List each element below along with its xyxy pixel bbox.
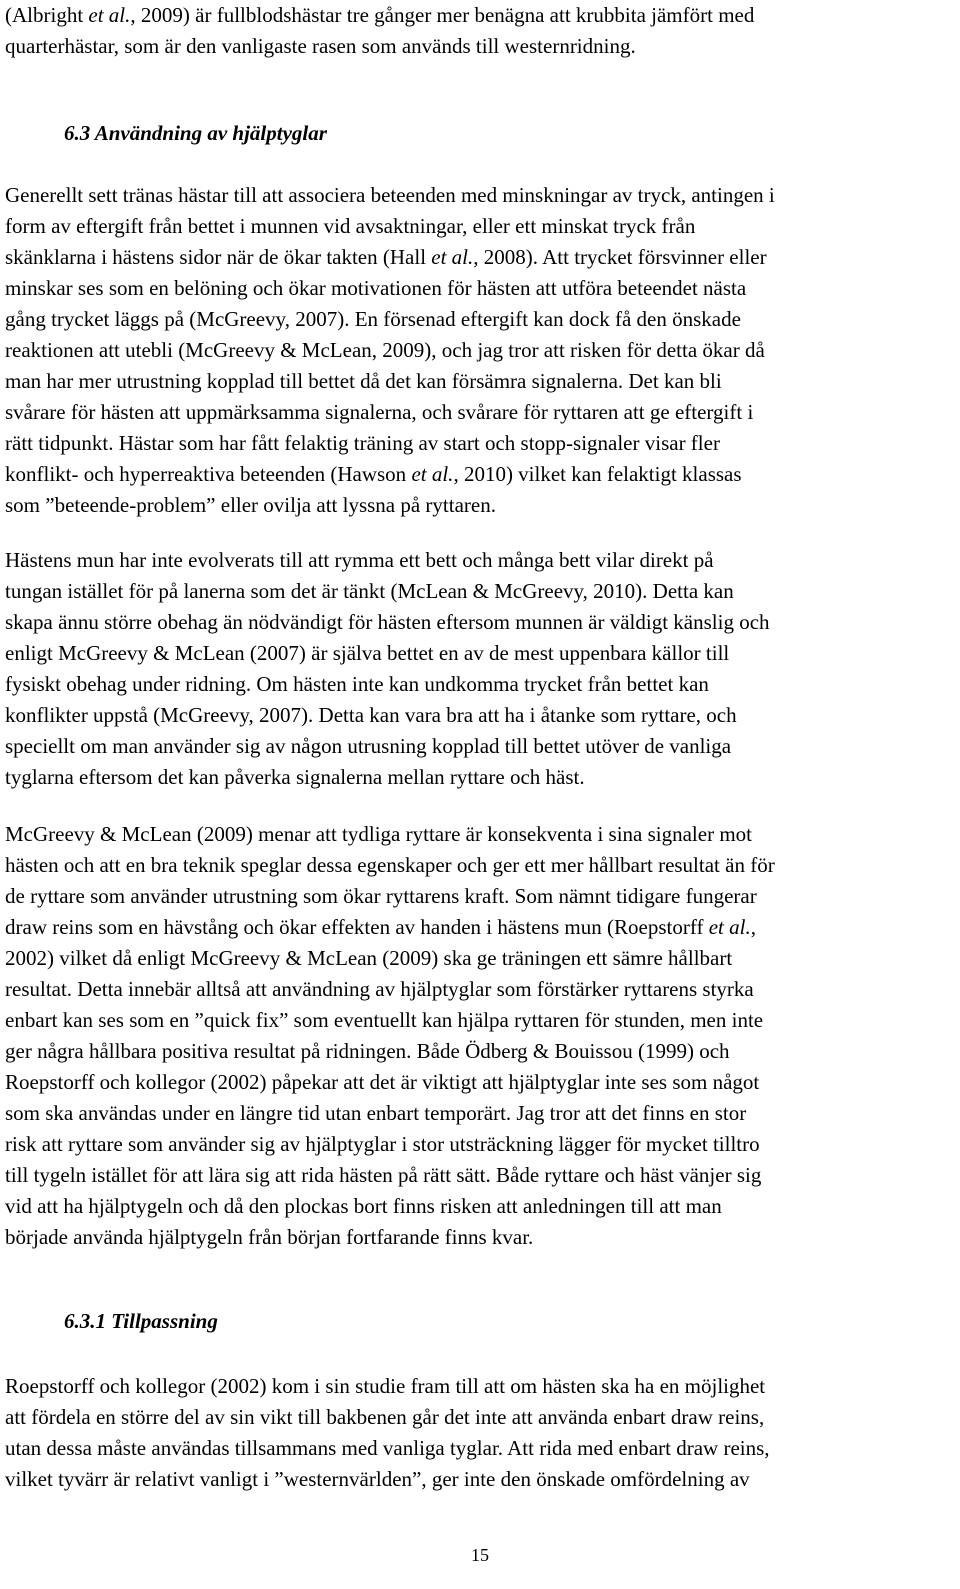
text-line: resultat. Detta innebär alltså att användning av hjälptyglar som förstärker ryttarens styrka [5, 977, 754, 1001]
text-line: ger några hållbara positiva resultat på ridningen. Både Ödberg & Bouissou (1999) och [5, 1039, 730, 1063]
text-line: som ”beteende-problem” eller ovilja att lyssna på ryttaren. [5, 493, 496, 517]
paragraph-2 [5, 545, 949, 793]
text-line: McGreevy & McLean (2009) menar att tydliga ryttare är konsekventa i sina signaler mot [5, 822, 752, 846]
text-run: , 2010) vilket kan felaktigt klassas [453, 462, 742, 486]
text-line: tungan istället för på lanerna som det är tänkt (McLean & McGreevy, 2010). Detta kan [5, 579, 734, 603]
text-line: enligt McGreevy & McLean (2007) är själva bettet en av de mest uppenbara källor till [5, 641, 730, 665]
text-line: quarterhästar, som är den vanligaste rasen som används till westernridning. [5, 34, 636, 58]
text-line: att fördela en större del av sin vikt till bakbenen går det inte att använda enbart draw reins, [5, 1405, 765, 1429]
text-line: Generellt sett tränas hästar till att associera beteenden med minskningar av tryck, antingen i [5, 183, 775, 207]
text-run: (Albright [5, 3, 89, 27]
text-line: till tygeln istället för att lära sig att rida hästen på rätt sätt. Både ryttare och häst vänjer sig [5, 1163, 762, 1187]
text-run: , 2009) är fullblodshästar tre gånger mer benägna att krubbita jämfört med [130, 3, 755, 27]
text-line: speciellt om man använder sig av någon utrusning kopplad till bettet utöver de vanliga [5, 734, 732, 758]
italic-run: et al. [431, 245, 474, 269]
text-line: vid att ha hjälptygeln och då den plockas bort finns risken att anledningen till att man [5, 1194, 722, 1218]
text-run: draw reins som en hävstång och ökar effekten av handen i hästens mun (Roepstorff [5, 915, 709, 939]
text-line [5, 462, 742, 486]
text-line: konflikter uppstå (McGreevy, 2007). Detta kan vara bra att ha i åtanke som ryttare, och [5, 703, 737, 727]
subsection-heading: 6.3.1 Tillpassning [64, 1309, 218, 1333]
text-line: utan dessa måste användas tillsammans med vanliga tyglar. Att rida med enbart draw reins, [5, 1436, 770, 1460]
intro-paragraph [5, 0, 949, 62]
text-line [5, 3, 754, 27]
paragraph-1 [5, 180, 949, 521]
italic-run: et al. [411, 462, 454, 486]
text-line: minskar ses som en belöning och ökar motivationen för hästen att utföra beteendet nästa [5, 276, 747, 300]
text-line: skapa ännu större obehag än nödvändigt för hästen eftersom munnen är väldigt känslig och [5, 610, 770, 634]
italic-run: et al. [708, 915, 751, 939]
text-run: , [750, 915, 756, 939]
text-line [5, 915, 756, 939]
text-line: gång trycket läggs på (McGreevy, 2007). En försenad eftergift kan dock få den önskade [5, 307, 741, 331]
text-line: hästen och att en bra teknik speglar dessa egenskaper och ger ett mer hållbart resultat än för [5, 853, 775, 877]
paragraph-3 [5, 819, 949, 1253]
italic-run: et al. [88, 3, 131, 27]
text-run: konflikt- och hyperreaktiva beteenden (Hawson [5, 462, 412, 486]
text-line: enbart kan ses som en ”quick fix” som eventuellt kan hjälpa ryttaren för stunden, men inte [5, 1008, 764, 1032]
text-line: Hästens mun har inte evolverats till att rymma ett bett och många bett vilar direkt på [5, 548, 714, 572]
text-line: reaktionen att utebli (McGreevy & McLean, 2009), och jag tror att risken för detta ökar då [5, 338, 765, 362]
text-run: , 2008). Att trycket försvinner eller [473, 245, 767, 269]
text-line: började använda hjälptygeln från början fortfarande finns kvar. [5, 1225, 534, 1249]
text-line: svårare för hästen att uppmärksamma signalerna, och svårare för ryttaren att ge eftergift i [5, 400, 754, 424]
text-line: som ska användas under en längre tid utan enbart temporärt. Jag tror att det finns en stor [5, 1101, 747, 1125]
text-line: tyglarna eftersom det kan påverka signalerna mellan ryttare och häst. [5, 765, 585, 789]
text-line: risk att ryttare som använder sig av hjälptyglar i stor utsträckning lägger för mycket tilltro [5, 1132, 760, 1156]
text-line: Roepstorff och kollegor (2002) påpekar att det är viktigt att hjälptyglar inte ses som något [5, 1070, 760, 1094]
text-line: vilket tyvärr är relativt vanligt i ”westernvärlden”, ger inte den önskade omfördelning av [5, 1467, 750, 1491]
text-run: skänklarna i hästens sidor när de ökar takten (Hall [5, 245, 432, 269]
section-heading: 6.3 Användning av hjälptyglar [64, 121, 327, 145]
page-number: 15 [471, 1545, 489, 1565]
text-line: Roepstorff och kollegor (2002) kom i sin studie fram till att om hästen ska ha en möjlighet [5, 1374, 766, 1398]
text-line: de ryttare som använder utrustning som ökar ryttarens kraft. Som nämnt tidigare fungerar [5, 884, 757, 908]
text-line: form av eftergift från bettet i munnen vid avsaktningar, eller ett minskat tryck från [5, 214, 696, 238]
text-line: fysiskt obehag under ridning. Om hästen inte kan undkomma trycket från bettet kan [5, 672, 709, 696]
paragraph-4 [5, 1371, 949, 1495]
text-line [5, 245, 767, 269]
text-line: man har mer utrustning kopplad till bettet då det kan försämra signalerna. Det kan bli [5, 369, 722, 393]
text-line: 2002) vilket då enligt McGreevy & McLean (2009) ska ge träningen ett sämre hållbart [5, 946, 733, 970]
text-line: rätt tidpunkt. Hästar som har fått felaktig träning av start och stopp-signaler visar fler [5, 431, 720, 455]
